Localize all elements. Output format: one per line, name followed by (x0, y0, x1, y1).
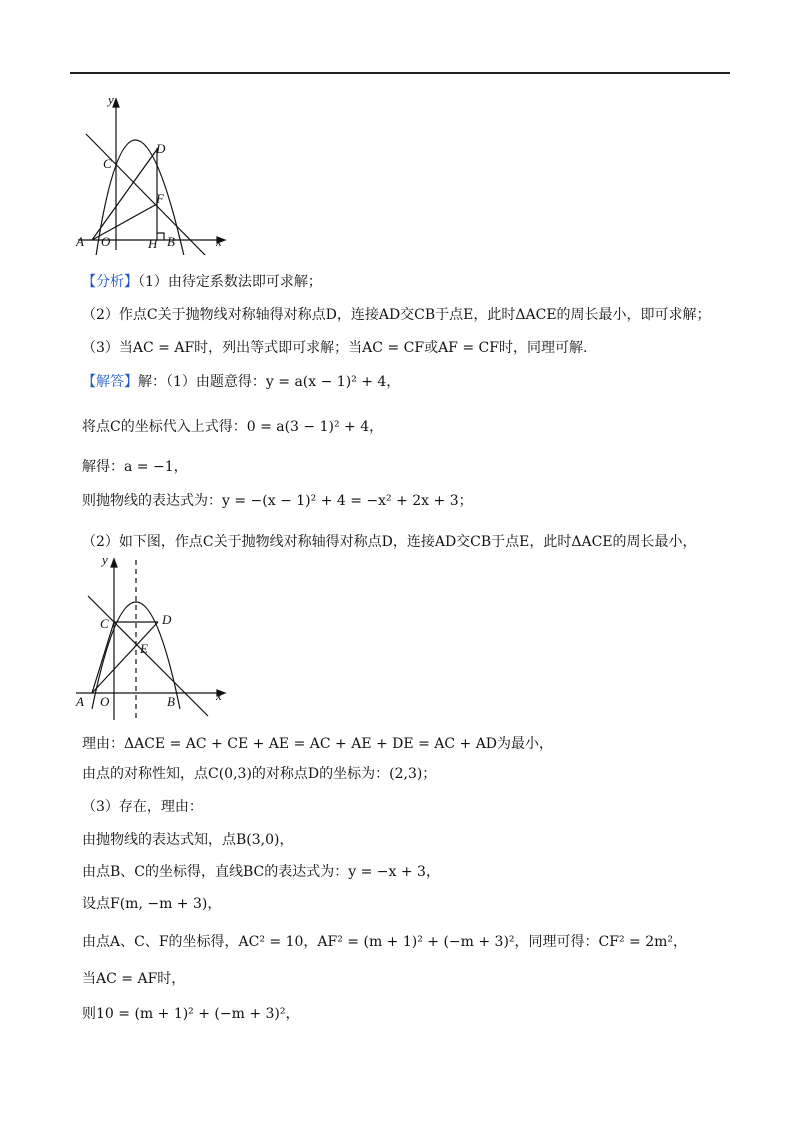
figure-parabola-2 (70, 550, 240, 725)
solution-step-11: 由点A、C、F的坐标得，AC² = 10，AF² = (m + 1)² + (−m + 3)²，同理可得：CF² = 2m²， (82, 934, 688, 950)
label-a: A (76, 234, 84, 249)
label-x: x (216, 688, 222, 703)
analysis-part-1: （1）由待定系数法即可求解； (138, 274, 322, 290)
solution-step-3: 则抛物线的表达式为：y = −(x − 1)² + 4 = −x² + 2x + 3； (82, 493, 473, 509)
solution-step-2: 解得：a = −1， (82, 459, 188, 475)
y-axis-arrow (111, 559, 117, 567)
label-b: B (167, 694, 175, 709)
analysis-part-2: （2）作点C关于抛物线对称轴得对称点D，连接AD交CB于点E，此时ΔACE的周长最小，即可求解； (82, 307, 711, 323)
solution-step-1: 将点C的坐标代入上式得：0 = a(3 − 1)² + 4， (82, 419, 384, 435)
label-x: x (216, 234, 222, 249)
solution-step-10: 设点F(m, −m + 3)， (82, 896, 222, 912)
label-h: H (148, 236, 158, 251)
label-o: O (100, 694, 110, 709)
label-f: F (156, 191, 164, 206)
figure-1-svg (70, 90, 240, 255)
figure-2-svg (70, 550, 240, 725)
label-d: D (162, 612, 172, 627)
label-y: y (102, 552, 108, 567)
label-d: D (156, 141, 166, 156)
label-b: B (167, 234, 175, 249)
y-axis-arrow (113, 99, 119, 107)
answer-tag: 【解答】 (82, 374, 138, 390)
solution-step-7: （3）存在，理由： (82, 799, 203, 815)
solution-step-0: 解：（1）由题意得：y = a(x − 1)² + 4， (138, 374, 401, 390)
solution-step-8: 由抛物线的表达式知，点B(3,0)， (82, 832, 294, 848)
answer-line-0 (82, 372, 400, 392)
header-rule (70, 72, 730, 74)
label-o: O (101, 234, 111, 249)
label-c: C (103, 156, 112, 171)
figure-parabola-1 (70, 90, 240, 255)
right-angle-mark (157, 233, 164, 240)
solution-step-9: 由点B、C的坐标得，直线BC的表达式为：y = −x + 3， (82, 864, 440, 880)
solution-step-4: （2）如下图，作点C关于抛物线对称轴得对称点D，连接AD交CB于点E，此时ΔACE的周长最小， (82, 534, 697, 550)
line-ad (92, 148, 158, 240)
solution-step-12: 当AC = AF时， (82, 971, 186, 987)
analysis-tag: 【分析】 (82, 274, 138, 290)
label-c: C (100, 616, 109, 631)
segment-ac (92, 622, 114, 693)
analysis-line-1 (82, 272, 322, 292)
label-a: A (76, 694, 84, 709)
solution-step-6: 由点的对称性知，点C(0,3)的对称点D的坐标为：(2,3)； (82, 766, 437, 782)
analysis-part-3: （3）当AC = AF时，列出等式即可求解；当AC = CF或AF = CF时，同理可解. (82, 340, 588, 356)
solution-step-5: 理由：ΔACE = AC + CE + AE = AC + AE + DE = AC + AD为最小， (82, 736, 554, 752)
solution-step-13: 则10 = (m + 1)² + (−m + 3)²， (82, 1006, 300, 1022)
label-y: y (108, 92, 114, 107)
label-e: E (140, 641, 148, 656)
